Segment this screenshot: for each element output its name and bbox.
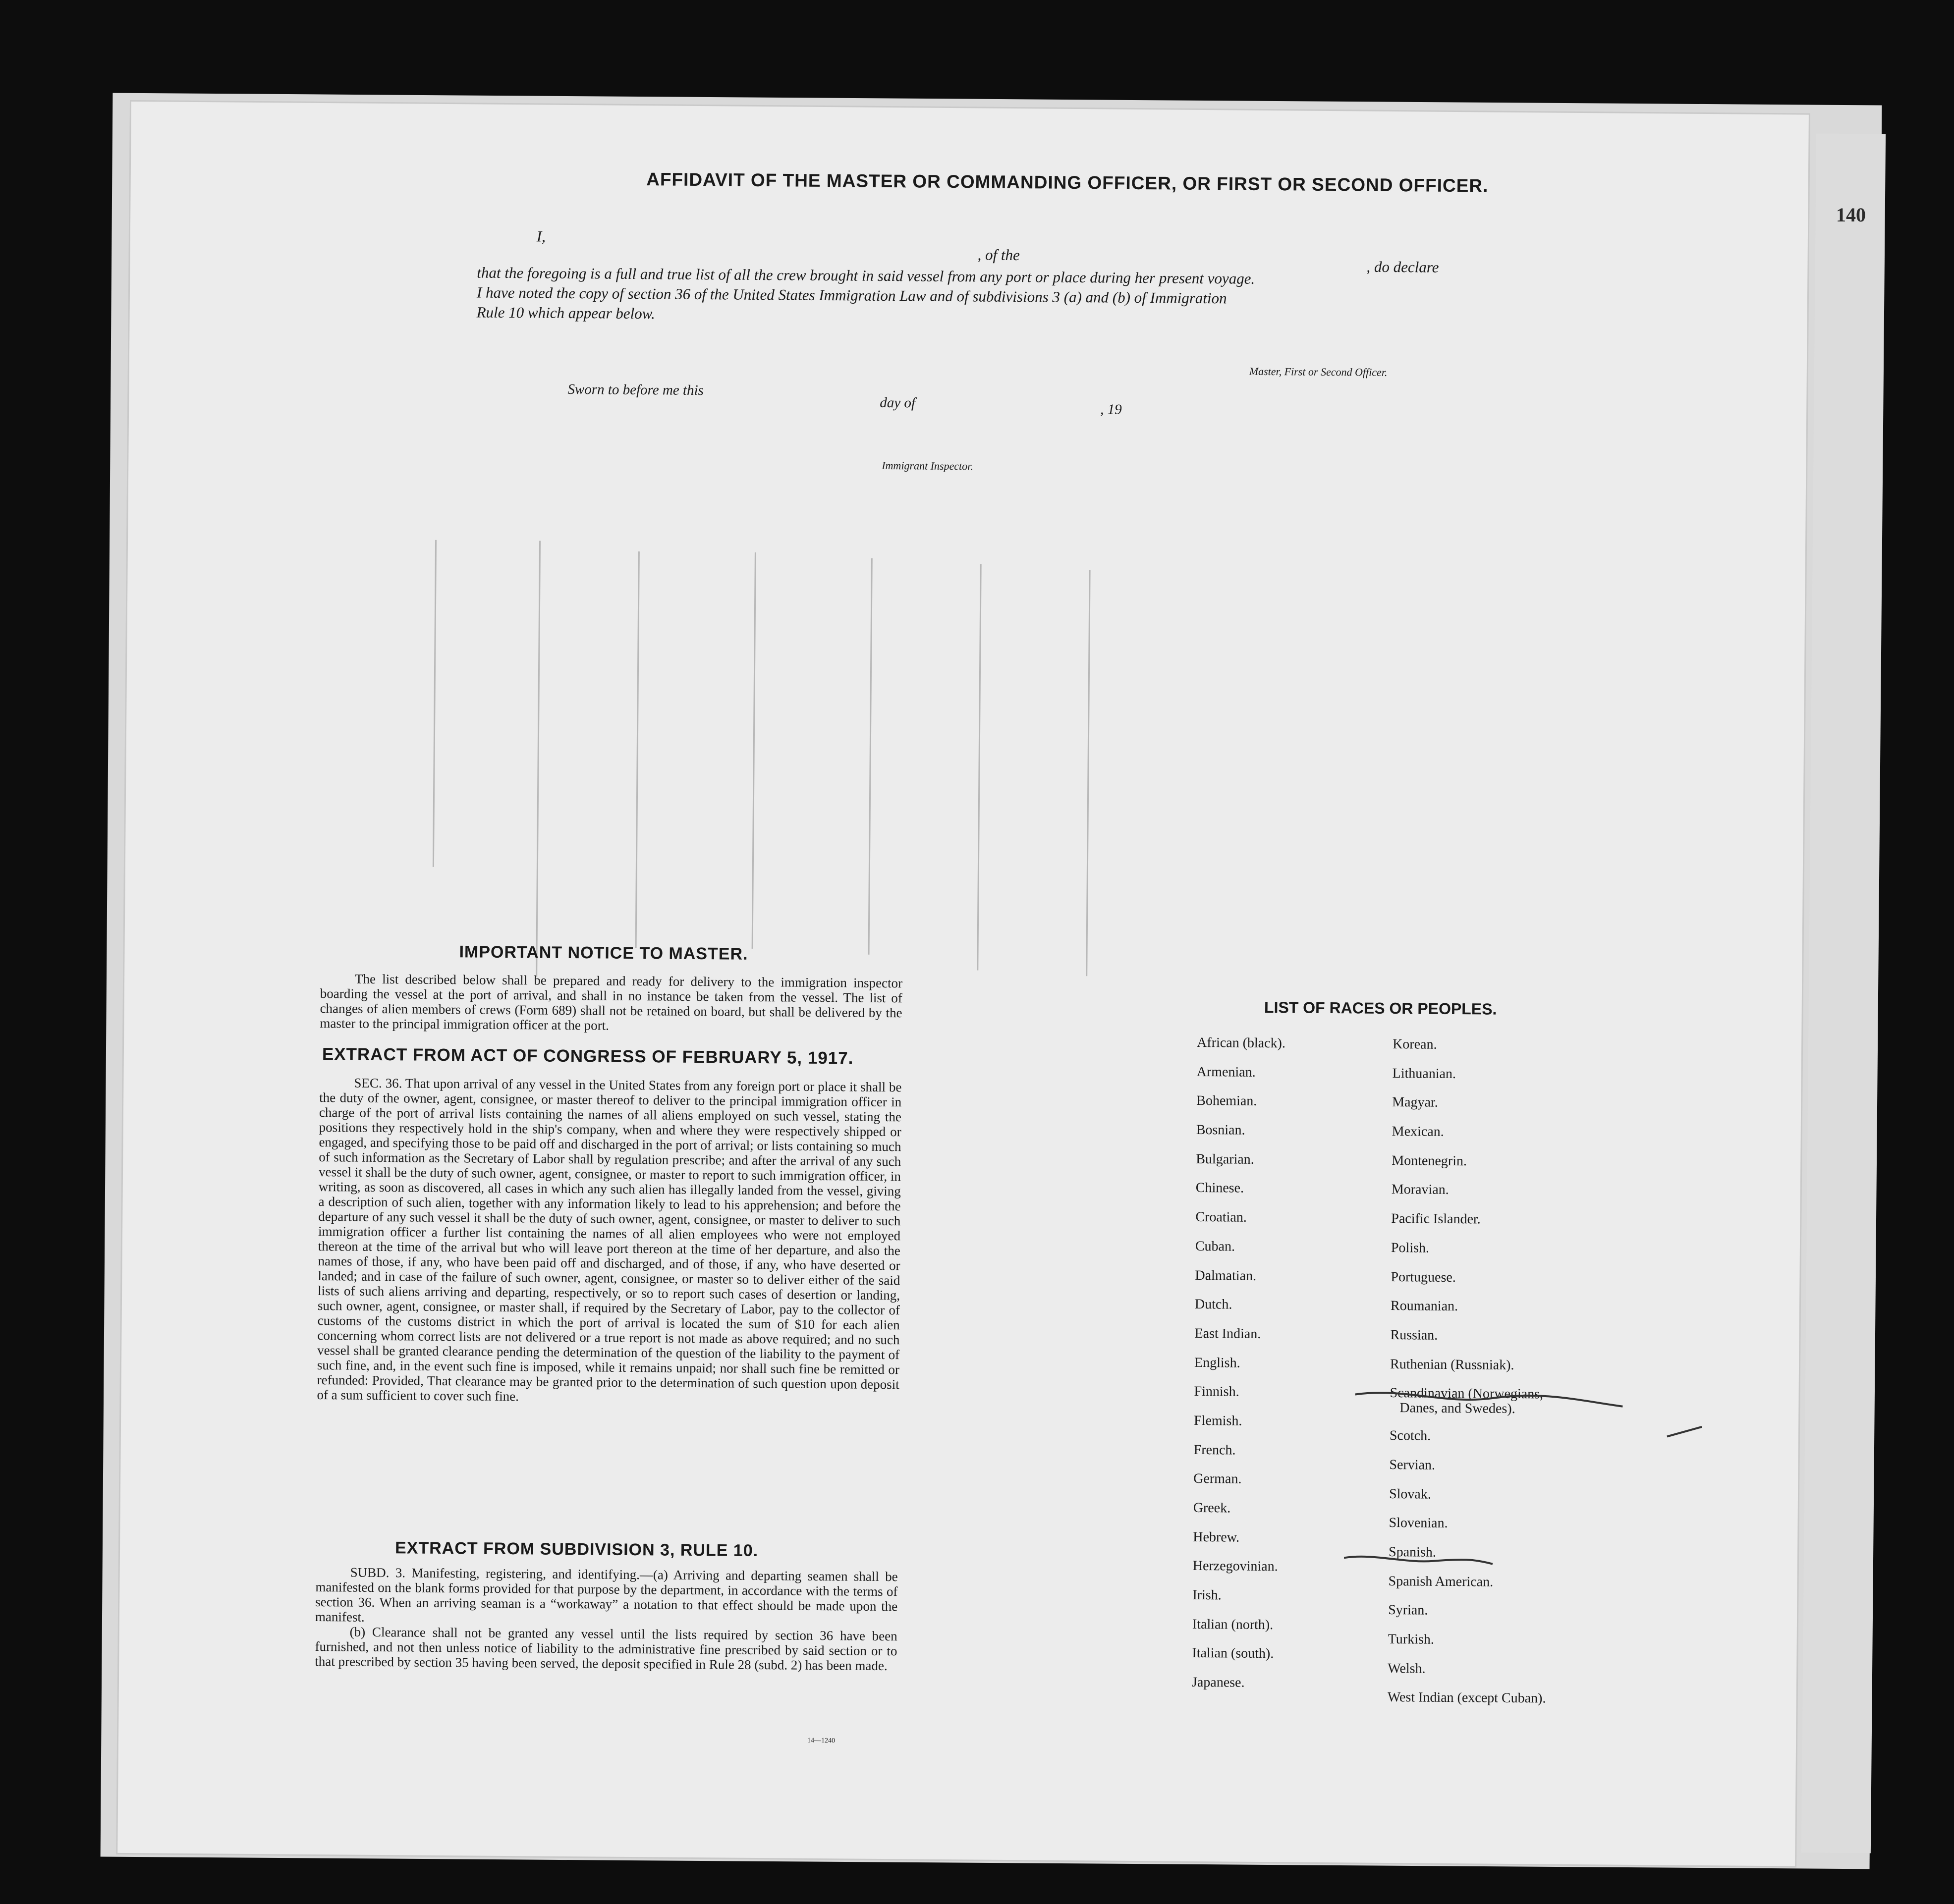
race-item: Syrian. bbox=[1388, 1602, 1428, 1619]
races-right-column bbox=[1387, 1037, 1551, 1721]
form-number: 14—1240 bbox=[807, 1737, 836, 1745]
race-item: Slovak. bbox=[1389, 1486, 1431, 1502]
race-item: Spanish. bbox=[1388, 1544, 1436, 1560]
race-item: Dalmatian. bbox=[1195, 1267, 1257, 1284]
race-item: Korean. bbox=[1393, 1036, 1437, 1052]
race-item: Bohemian. bbox=[1196, 1093, 1257, 1109]
notice-paragraph: The list described below shall be prepared and ready for delivery to the immigration inspector boarding the vessel at the port of arrival, and shall in no instance be taken from the vessel. The list of changes of alien members of crews (Form 689) shall not be retained on board, but shall be delivered by the master to the principal immigration officer at the port. bbox=[320, 971, 903, 1033]
race-item: West Indian (except Cuban). bbox=[1387, 1689, 1546, 1706]
form-column-line bbox=[868, 558, 873, 955]
race-item: Armenian. bbox=[1196, 1064, 1256, 1080]
form-column-line bbox=[977, 564, 981, 970]
race-item: Herzegovinian. bbox=[1192, 1558, 1278, 1575]
race-item: Scandinavian (Norwegians, bbox=[1390, 1385, 1544, 1402]
sworn-text: Sworn to before me this bbox=[567, 381, 704, 399]
race-item: Scotch. bbox=[1389, 1428, 1431, 1444]
affidavit-of-the: , of the bbox=[977, 246, 1020, 264]
race-item: Moravian. bbox=[1391, 1182, 1449, 1198]
race-item: Chinese. bbox=[1195, 1180, 1244, 1197]
inspector-signature-caption: Immigrant Inspector. bbox=[882, 459, 973, 473]
race-item: Bosnian. bbox=[1196, 1122, 1245, 1138]
notice-text bbox=[320, 971, 902, 1035]
race-item: Magyar. bbox=[1392, 1094, 1438, 1111]
race-item: Slovenian. bbox=[1389, 1515, 1448, 1531]
notice-title: IMPORTANT NOTICE TO MASTER. bbox=[459, 942, 748, 964]
race-item: Italian (south). bbox=[1192, 1645, 1274, 1662]
race-item: Croatian. bbox=[1195, 1209, 1247, 1225]
document-page bbox=[117, 102, 1809, 1866]
act-title: EXTRACT FROM ACT OF CONGRESS OF FEBRUARY 5, 1917. bbox=[322, 1044, 854, 1068]
race-item: Servian. bbox=[1389, 1457, 1436, 1473]
race-item: Montenegrin. bbox=[1392, 1152, 1467, 1169]
race-item: Greek. bbox=[1193, 1500, 1231, 1516]
races-title: LIST OF RACES OR PEOPLES. bbox=[1264, 998, 1497, 1018]
race-item: English. bbox=[1194, 1355, 1240, 1371]
race-item: Danes, and Swedes). bbox=[1399, 1400, 1515, 1417]
race-item: Spanish American. bbox=[1388, 1573, 1494, 1590]
race-item: Russian. bbox=[1390, 1327, 1438, 1343]
day-of-text: day of bbox=[880, 394, 916, 411]
race-item: Ruthenian (Russniak). bbox=[1390, 1356, 1514, 1373]
rule-paragraph-a: SUBD. 3. Manifesting, registering, and identifying.—(a) Arriving and departing seamen shall be manifested on the blank forms provided for that purpose by the department, in accordance with the terms of section 36. When an arriving seaman is a “workaway” a notation to that effect should be made upon the manifest. bbox=[315, 1565, 898, 1625]
affidavit-i: I, bbox=[536, 227, 546, 245]
race-item: Pacific Islander. bbox=[1391, 1211, 1481, 1227]
race-item: Irish. bbox=[1192, 1587, 1222, 1603]
race-item: Portuguese. bbox=[1391, 1269, 1456, 1285]
race-item: Roumanian. bbox=[1390, 1298, 1458, 1314]
race-item: Polish. bbox=[1391, 1240, 1430, 1256]
affidavit-title: AFFIDAVIT OF THE MASTER OR COMMANDING OFFICER, OR FIRST OR SECOND OFFICER. bbox=[646, 169, 1489, 196]
races-left-column bbox=[1192, 1035, 1285, 1705]
race-item: Flemish. bbox=[1194, 1413, 1242, 1429]
act-paragraph: SEC. 36. That upon arrival of any vessel in the United States from any foreign port or place it shall be the duty of the owner, agent, consignee, or master thereof to deliver to the principal immigration officer in charge of the port of arrival lists containing the names of all aliens employed on such vessel, stating the positions they respectively hold in the ship's company, when and where they were respectively shipped or engaged, and specifying those to be paid off and discharged in the port of arrival; or lists containing so much of such information as the Secretary of Labor shall by regulation prescribe; and after the arrival of any such vessel it shall be the duty of such owner, agent, consignee, or master to report to such immigration officer, in writing, as soon as discovered, all cases in which any such alien has illegally landed from the vessel, giving a description of such alien, together with any information likely to lead to his apprehension; and before the departure of any such vessel it shall be the duty of such owner, agent, consignee, or master to deliver to such immigration officer a further list containing the names of all alien employees who were not employed thereon at the time of the arrival but who will leave port thereon at the time of her departure, and also the names of those, if any, who have been paid off and discharged, and of those, if any, who have deserted or landed; and in case of the failure of such owner, agent, consignee, or master so to deliver either of the said lists of such aliens arriving and departing, respectively, or so to report such cases of desertion or landing, such owner, agent, consignee, or master shall, if required by the Secretary of Labor, pay to the collector of customs of the customs district in which the port of arrival is located the sum of $10 for each alien concerning whom correct lists are not delivered or a true report is not made as above required; and no such vessel shall be granted clearance pending the determination of the question of the liability to the payment of such fine, and, in the event such fine is imposed, while it remains unpaid; nor shall such fine be remitted or refunded: Provided, That clearance may be granted prior to the determination of such question upon deposit of a sum sufficient to cover such fine. bbox=[317, 1075, 902, 1404]
race-item: Japanese. bbox=[1191, 1675, 1245, 1690]
rule-title: EXTRACT FROM SUBDIVISION 3, RULE 10. bbox=[394, 1538, 759, 1561]
master-signature-caption: Master, First or Second Officer. bbox=[1249, 365, 1388, 379]
race-item: East Indian. bbox=[1194, 1325, 1261, 1342]
form-column-line bbox=[433, 540, 437, 867]
race-item: African (black). bbox=[1197, 1034, 1286, 1051]
race-item: Turkish. bbox=[1388, 1632, 1434, 1647]
affidavit-line-2: that the foregoing is a full and true list of all the crew brought in said vessel from any port or place during her present voyage. bbox=[477, 264, 1255, 287]
race-item: Cuban. bbox=[1195, 1238, 1235, 1254]
race-item: Dutch. bbox=[1194, 1297, 1232, 1312]
race-item: Finnish. bbox=[1194, 1384, 1239, 1400]
affidavit-do-declare: , do declare bbox=[1366, 258, 1439, 276]
race-item: Italian (north). bbox=[1192, 1616, 1274, 1632]
race-item: Lithuanian. bbox=[1392, 1065, 1456, 1082]
form-column-line bbox=[635, 551, 640, 948]
act-text bbox=[317, 1075, 901, 1407]
rule-text bbox=[315, 1565, 898, 1673]
affidavit-line-3: I have noted the copy of section 36 of the United States Immigration Law and of subdivisions 3 (a) and (b) of Immigration bbox=[476, 283, 1227, 307]
pen-stroke-marks bbox=[1344, 1389, 1791, 1591]
rule-paragraph-b: (b) Clearance shall not be granted any vessel until the lists required by section 36 have been furnished, and not then unless notice of liability to the administrative fine prescribed by said section or to that prescribed by section 35 having been served, the deposit specified in Rule 28 (subd. 2) has been made. bbox=[315, 1624, 897, 1674]
page-stamp-number: 140 bbox=[1836, 204, 1866, 226]
race-item: French. bbox=[1193, 1442, 1236, 1458]
form-column-line bbox=[536, 541, 541, 977]
form-column-line bbox=[1086, 570, 1090, 976]
race-item: Bulgarian. bbox=[1196, 1151, 1254, 1167]
form-column-line bbox=[752, 552, 756, 949]
race-item: Hebrew. bbox=[1193, 1529, 1240, 1545]
race-item: German. bbox=[1193, 1471, 1242, 1487]
year-text: , 19 bbox=[1100, 401, 1122, 418]
race-item: Mexican. bbox=[1392, 1124, 1444, 1140]
race-item: Welsh. bbox=[1388, 1660, 1426, 1677]
affidavit-line-4: Rule 10 which appear below. bbox=[476, 303, 655, 323]
